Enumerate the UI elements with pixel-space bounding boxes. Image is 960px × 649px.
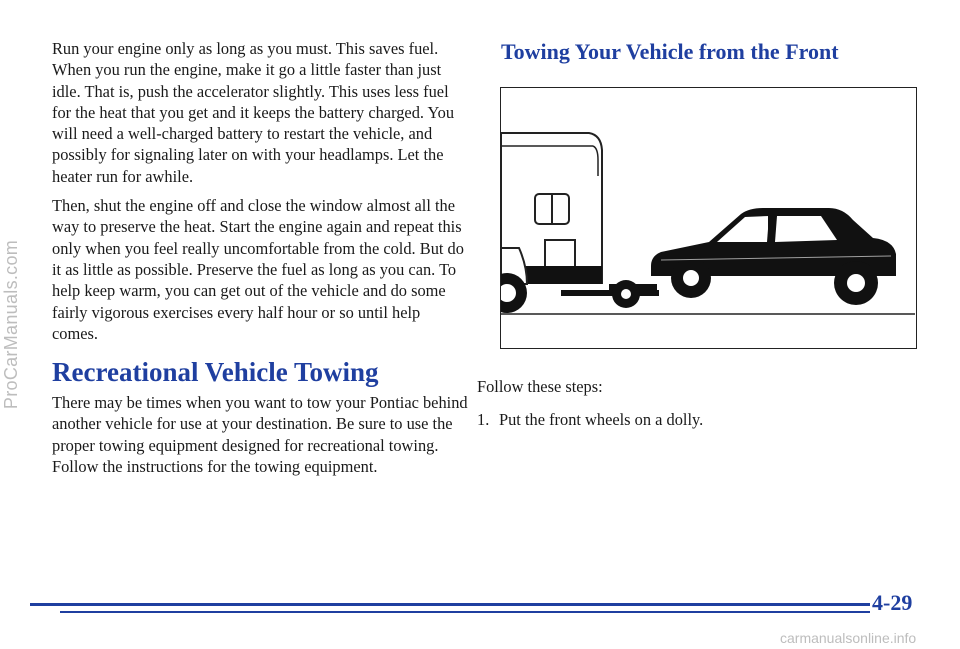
footer-rule-thin: [60, 611, 870, 613]
right-column: [477, 38, 927, 66]
left-column: [52, 38, 470, 477]
footer-rule-thick: [30, 603, 870, 606]
step-number: 1.: [477, 410, 490, 429]
heading-towing-from-front: Towing Your Vehicle from the Front: [501, 39, 839, 64]
bottom-watermark: carmanualsonline.info: [780, 630, 917, 646]
side-watermark-text: ProCarManuals.com: [1, 239, 22, 410]
paragraph-engine-run: Run your engine only as long as you must. This saves fuel. When you run the engine, make it go a little faster than just idle. That is, push the accelerator slightly. This uses less fuel for the heat that you get and it keeps the battery charged. You will need a well-charged battery to restart the vehicle, and possibly for signaling later on with your headlamps. Let the heater run for awhile.: [52, 39, 455, 186]
paragraph-shut-engine: Then, shut the engine off and close the window almost all the way to preserve the heat. Start the engine again and repeat this only when you feel really uncomfortable from the cold. But do it as little as possible. Preserve the fuel as long as you can. To help keep warm, you can get out of the vehicle and do some fairly vigorous exercises every half hour or so until help comes.: [52, 196, 464, 343]
rv-dolly-car-drawing: [501, 88, 915, 347]
steps-intro: Follow these steps:: [477, 377, 603, 396]
page-number: 4-29: [872, 590, 913, 615]
paragraph-recreational-towing: There may be times when you want to tow your Pontiac behind another vehicle for use at your destination. Be sure to use the proper towing equipment designed for recreational towing. Follow the instructions for the towing equipment.: [52, 393, 468, 477]
side-watermark: [0, 0, 24, 649]
step-item: [477, 410, 917, 430]
steps-intro-block: [477, 376, 917, 397]
heading-recreational-towing: Recreational Vehicle Towing: [52, 357, 379, 388]
towing-illustration: [500, 87, 917, 349]
step-text: Put the front wheels on a dolly.: [499, 410, 704, 429]
